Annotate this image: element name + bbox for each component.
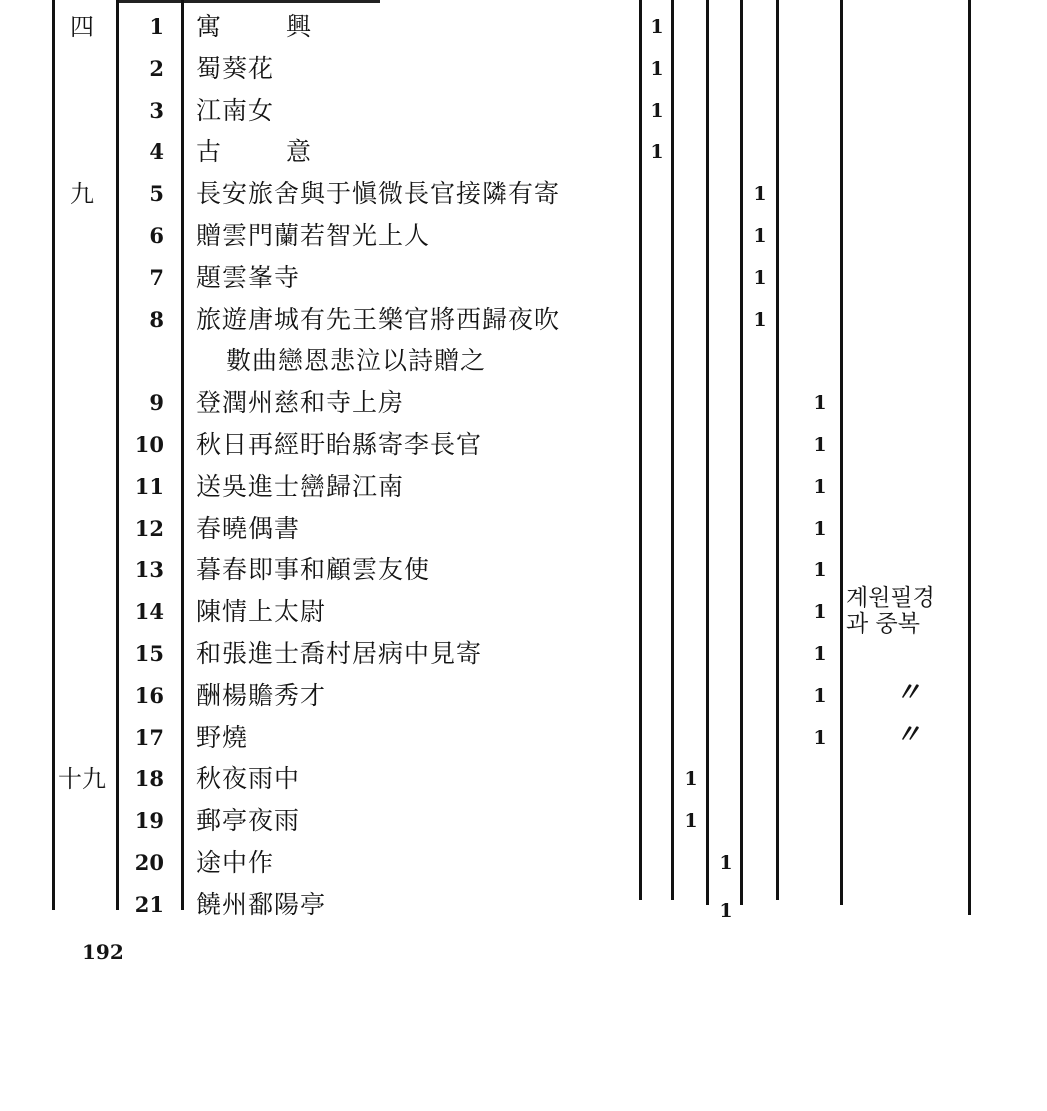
source-mark: 1 bbox=[813, 434, 827, 456]
source-mark: 1 bbox=[813, 726, 827, 749]
source-mark: 1 bbox=[650, 16, 664, 38]
column-rule-5 bbox=[671, 0, 674, 900]
poem-number: 17 bbox=[134, 724, 164, 750]
poem-title: 題雲峯寺 bbox=[196, 262, 301, 292]
source-mark: 1 bbox=[813, 601, 827, 624]
column-rule-9 bbox=[840, 0, 843, 905]
remark-ditto-16: 〃 bbox=[894, 678, 921, 708]
source-mark: 1 bbox=[650, 99, 664, 122]
volume-label: 四 bbox=[70, 13, 94, 41]
poem-title: 蜀葵花 bbox=[196, 53, 275, 83]
poem-title: 郵亭夜雨 bbox=[196, 806, 301, 836]
source-mark: 1 bbox=[719, 852, 733, 874]
poem-number: 20 bbox=[134, 850, 164, 875]
source-mark: 1 bbox=[813, 517, 827, 540]
source-mark: 1 bbox=[650, 141, 664, 164]
volume-label: 九 bbox=[70, 180, 94, 209]
column-rule-10 bbox=[968, 0, 971, 915]
source-mark: 1 bbox=[753, 225, 767, 247]
poem-title: 途中作 bbox=[196, 848, 275, 877]
poem-number: 7 bbox=[149, 264, 164, 290]
source-mark: 1 bbox=[753, 266, 767, 289]
poem-title: 長安旅舍與于愼微長官接隣有寄 bbox=[196, 179, 561, 209]
poem-title: 暮春即事和顧雲友使 bbox=[196, 555, 431, 585]
poem-number: 13 bbox=[134, 557, 164, 583]
source-mark: 1 bbox=[684, 768, 698, 791]
poem-number: 5 bbox=[149, 181, 164, 207]
column-rule-4 bbox=[639, 0, 642, 900]
poem-number: 15 bbox=[134, 641, 164, 666]
poem-number: 8 bbox=[149, 306, 164, 332]
poem-title: 送吳進士巒歸江南 bbox=[196, 471, 405, 501]
poem-title: 江南女 bbox=[196, 95, 275, 125]
column-rule-2 bbox=[116, 0, 119, 910]
poem-number: 12 bbox=[134, 515, 164, 541]
poem-number: 11 bbox=[134, 473, 164, 499]
poem-number: 1 bbox=[149, 14, 164, 39]
poem-title: 野燒 bbox=[196, 722, 249, 752]
column-rule-8 bbox=[776, 0, 779, 900]
poem-title: 贈雲門蘭若智光上人 bbox=[196, 221, 431, 250]
poem-number: 3 bbox=[149, 97, 164, 123]
poem-title: 陳情上太尉 bbox=[196, 597, 327, 627]
poem-number: 21 bbox=[134, 891, 164, 917]
poem-title: 和張進士喬村居病中見寄 bbox=[196, 639, 483, 668]
poem-title: 酬楊贍秀才 bbox=[196, 680, 327, 710]
poem-title: 春曉偶書 bbox=[196, 513, 301, 543]
column-rule-6 bbox=[706, 0, 709, 905]
poem-number: 16 bbox=[134, 682, 164, 708]
remark-note-line1: 계원필경 bbox=[846, 585, 935, 611]
volume-label: 十九 bbox=[58, 765, 106, 794]
source-mark: 1 bbox=[650, 57, 664, 80]
source-mark: 1 bbox=[813, 643, 827, 665]
source-mark: 1 bbox=[719, 899, 733, 922]
column-rule-7 bbox=[740, 0, 743, 905]
remark-note-line2: 과 중복 bbox=[846, 611, 920, 637]
poem-title-continued: 數曲戀恩悲泣以詩贈之 bbox=[226, 346, 487, 376]
poem-title: 秋夜雨中 bbox=[196, 764, 301, 794]
poem-number: 4 bbox=[149, 139, 164, 165]
poem-number: 18 bbox=[134, 766, 164, 792]
source-mark: 1 bbox=[813, 475, 827, 498]
poem-number: 2 bbox=[149, 55, 164, 81]
page-number: 192 bbox=[82, 940, 124, 964]
poem-title: 旅遊唐城有先王樂官將西歸夜吹 bbox=[196, 304, 561, 334]
source-mark: 1 bbox=[753, 183, 767, 206]
source-mark: 1 bbox=[684, 810, 698, 833]
poem-title: 秋日再經盱眙縣寄李長官 bbox=[196, 430, 483, 459]
source-mark: 1 bbox=[813, 684, 827, 707]
poem-number: 14 bbox=[134, 599, 164, 625]
poem-title: 登潤州慈和寺上房 bbox=[196, 388, 405, 418]
column-rule-3 bbox=[181, 0, 184, 910]
source-mark: 1 bbox=[813, 392, 827, 415]
source-mark: 1 bbox=[753, 308, 767, 331]
poem-number: 10 bbox=[134, 432, 164, 457]
poem-number: 19 bbox=[134, 808, 164, 834]
remark-ditto-17: 〃 bbox=[894, 720, 921, 750]
source-mark: 1 bbox=[813, 559, 827, 582]
poem-number: 9 bbox=[149, 390, 164, 416]
poem-title: 古 意 bbox=[196, 137, 332, 167]
poem-title: 寓 興 bbox=[196, 12, 332, 41]
table-top-rule bbox=[118, 0, 380, 3]
poem-title: 饒州鄱陽亭 bbox=[196, 889, 327, 919]
poem-number: 6 bbox=[149, 223, 164, 248]
